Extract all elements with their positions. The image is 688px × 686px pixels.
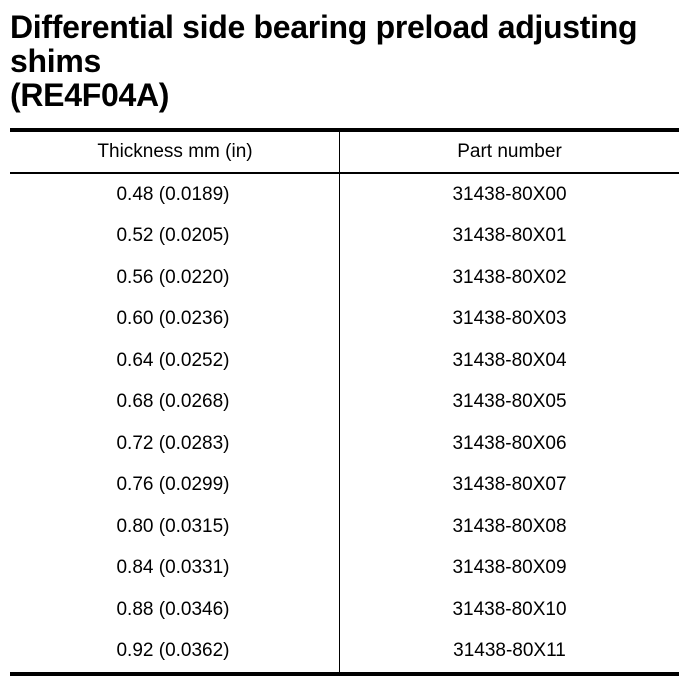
part-number-cell: 31438-80X05 xyxy=(452,391,567,413)
title-line-2: shims xyxy=(10,43,101,79)
header-part-number: Part number xyxy=(457,141,562,162)
thickness-cell: 0.84 (0.0331) xyxy=(116,557,230,579)
table-row xyxy=(10,382,679,424)
thickness-cell: 0.68 (0.0268) xyxy=(116,391,230,413)
table-row xyxy=(10,465,679,507)
thickness-cell: 0.48 (0.0189) xyxy=(116,183,230,205)
table-row xyxy=(10,506,679,548)
part-number-cell: 31438-80X11 xyxy=(453,640,566,662)
table-row xyxy=(10,631,679,673)
thickness-cell: 0.72 (0.0283) xyxy=(116,432,230,454)
header-thickness: Thickness mm (in) xyxy=(97,141,253,162)
table-body xyxy=(10,174,679,672)
part-number-cell: 31438-80X08 xyxy=(452,515,567,537)
page-title xyxy=(10,10,680,112)
shim-table xyxy=(10,128,679,678)
table-row xyxy=(10,340,679,382)
table-bottom-rule xyxy=(10,672,679,676)
thickness-cell: 0.56 (0.0220) xyxy=(116,266,230,288)
title-line-3: (RE4F04A) xyxy=(10,77,170,113)
table-header-row xyxy=(10,132,679,172)
part-number-cell: 31438-80X09 xyxy=(452,557,567,579)
part-number-cell: 31438-80X10 xyxy=(452,598,567,620)
table-row xyxy=(10,548,679,590)
thickness-cell: 0.64 (0.0252) xyxy=(116,349,230,371)
table-row xyxy=(10,174,679,216)
table-row xyxy=(10,299,679,341)
part-number-cell: 31438-80X07 xyxy=(452,474,567,496)
part-number-cell: 31438-80X02 xyxy=(452,266,567,288)
part-number-cell: 31438-80X00 xyxy=(452,183,567,205)
table-row xyxy=(10,423,679,465)
title-line-1: Differential side bearing preload adjusting xyxy=(10,9,638,45)
thickness-cell: 0.52 (0.0205) xyxy=(116,225,230,247)
table-row xyxy=(10,589,679,631)
thickness-cell: 0.76 (0.0299) xyxy=(116,474,230,496)
table-row xyxy=(10,257,679,299)
part-number-cell: 31438-80X06 xyxy=(452,432,567,454)
part-number-cell: 31438-80X04 xyxy=(452,349,567,371)
part-number-cell: 31438-80X03 xyxy=(452,308,567,330)
table-row xyxy=(10,216,679,258)
part-number-cell: 31438-80X01 xyxy=(452,225,567,247)
thickness-cell: 0.88 (0.0346) xyxy=(116,598,230,620)
thickness-cell: 0.80 (0.0315) xyxy=(116,515,230,537)
thickness-cell: 0.92 (0.0362) xyxy=(116,640,230,662)
thickness-cell: 0.60 (0.0236) xyxy=(116,308,230,330)
